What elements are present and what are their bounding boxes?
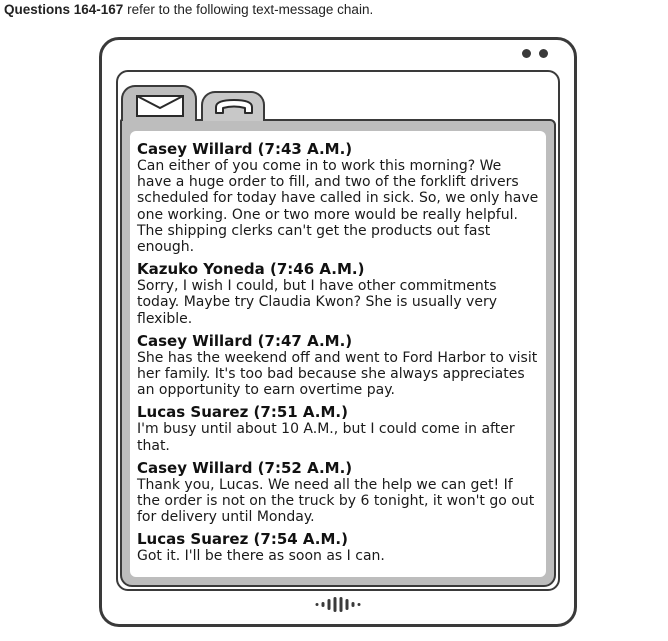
message-sender: Kazuko Yoneda (7:46 A.M.)	[137, 260, 365, 279]
message-text: I'm busy until about 10 A.M., but I could come in after that.	[137, 421, 515, 454]
message-sender: Casey Willard (7:43 A.M.)	[137, 140, 353, 158]
message-text: Can either of you come in to work this morning? We have a huge order to fill, and two of the forklift drivers scheduled for today have called in sick. So, we only have one working. One or two more would be really helpful. The shipping clerks can't get the products out fast enough.	[137, 158, 539, 256]
message-sender: Casey Willard (7:52 A.M.)	[137, 458, 353, 477]
message-sender: Lucas Suarez (7:51 A.M.)	[137, 403, 348, 422]
phone-device	[99, 37, 577, 627]
tab-calls[interactable]	[201, 91, 265, 121]
question-range: Questions 164-167	[4, 2, 124, 17]
speaker-grille-icon	[316, 597, 361, 612]
message-item	[137, 460, 540, 526]
message-text: She has the weekend off and went to Ford Harbor to visit her family. It's too bad because she always appreciates an opportunity to earn overtime pay.	[137, 349, 538, 399]
phone-icon	[213, 97, 255, 117]
message-sender: Casey Willard (7:47 A.M.)	[137, 331, 353, 350]
message-text: Sorry, I wish I could, but I have other commitments today. Maybe try Claudia Kwon? She is usually very flexible.	[137, 278, 497, 327]
message-item	[137, 261, 540, 327]
message-item	[137, 333, 540, 399]
camera-dots	[522, 49, 548, 58]
device-screen	[116, 70, 560, 591]
message-item	[137, 404, 540, 453]
question-intro	[4, 2, 373, 17]
camera-dot-icon	[522, 49, 531, 58]
message-text: Got it. I'll be there as soon as I can.	[137, 548, 385, 565]
message-panel	[120, 119, 556, 587]
envelope-icon	[136, 95, 184, 117]
question-intro-text: refer to the following text-message chain.	[127, 2, 374, 17]
message-item	[137, 141, 540, 255]
message-thread	[130, 131, 546, 577]
sensor-dot-icon	[539, 49, 548, 58]
message-item	[137, 531, 540, 564]
tab-messages[interactable]	[121, 85, 197, 121]
message-sender: Lucas Suarez (7:54 A.M.)	[137, 530, 348, 549]
message-text: Thank you, Lucas. We need all the help we can get! If the order is not on the truck by 6 tonight, it won't go out for delivery until Monday.	[137, 476, 535, 526]
